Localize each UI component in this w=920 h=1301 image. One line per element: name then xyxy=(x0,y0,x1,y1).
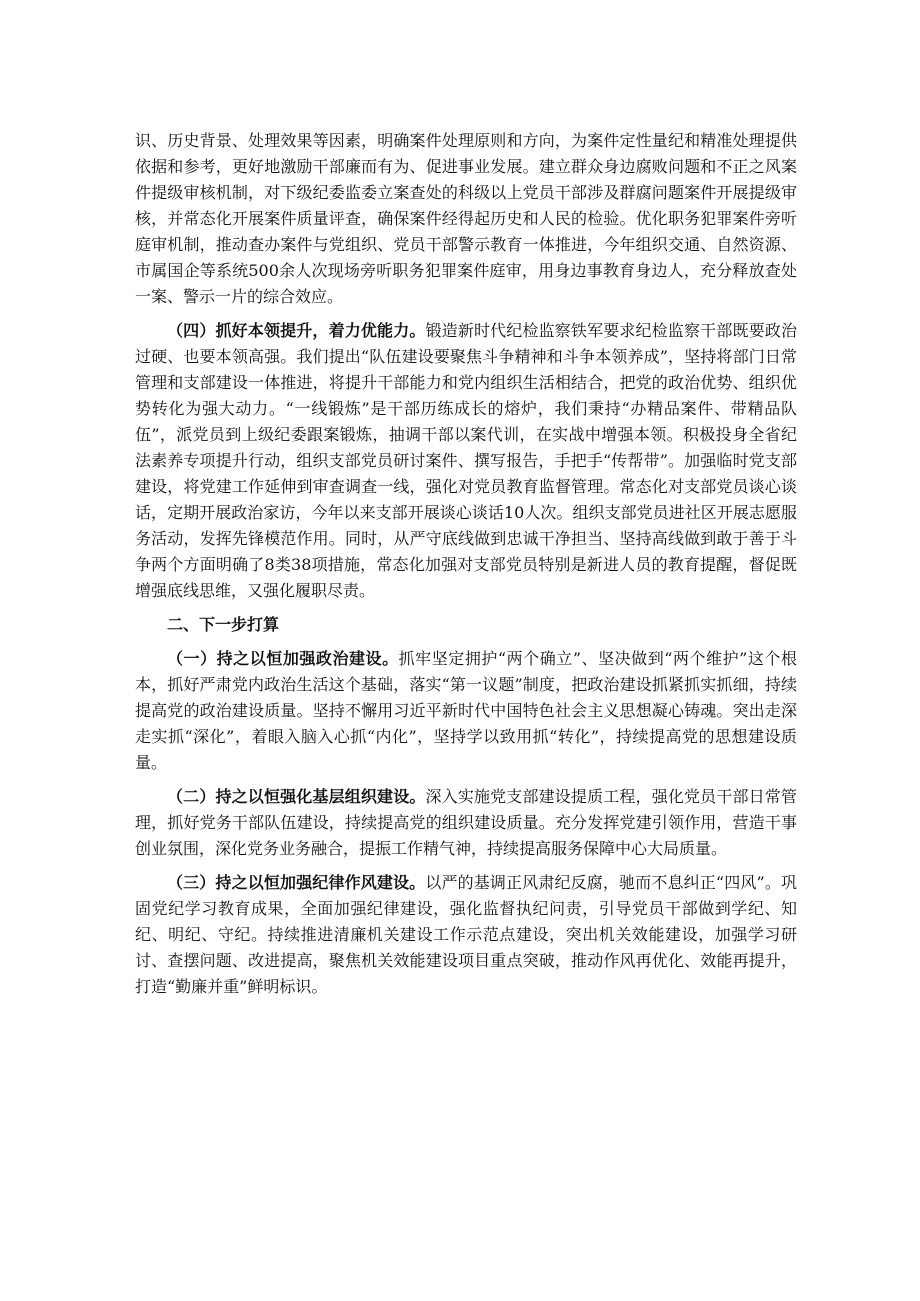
plan-paragraph-discipline xyxy=(135,870,797,1000)
paragraph-lead: （一）持之以恒加强政治建设。 xyxy=(167,649,399,668)
paragraph-lead: （三）持之以恒加强纪律作风建设。 xyxy=(167,873,426,892)
plan-paragraph-organization xyxy=(135,784,797,862)
document-page xyxy=(135,128,797,1008)
paragraph-text: 抓牢坚定拥护“两个确立”、坚决做到“两个维护”这个根本，抓好严肃党内政治生活这个基础，落实“第一议题”制度，把政治建设抓紧抓实抓细，持续提高党的政治建设质量。坚持不懈用习近平新时代中国特色社会主义思想凝心铸魂。突出走深走实抓“深化”，着眼入脑入心抓“内化”，坚持学以致用抓“转化”，持续提高党的思想建设质量。 xyxy=(135,649,797,772)
paragraph-text: 深入实施党支部建设提质工程，强化党员干部日常管理，抓好党务干部队伍建设，持续提高党的组织建设质量。充分发挥党建引领作用，营造干事创业氛围，深化党务业务融合，提振工作精气神，持续提高服务保障中心大局质量。 xyxy=(135,787,797,858)
paragraph-lead: （二）持之以恒强化基层组织建设。 xyxy=(167,787,426,806)
plan-paragraph-political xyxy=(135,646,797,776)
paragraph-text: 识、历史背景、处理效果等因素，明确案件处理原则和方向，为案件定性量纪和精准处理提供依据和参考，更好地激励干部廉而有为、促进事业发展。建立群众身边腐败问题和不正之风案件提级审核机制，对下级纪委监委立案查处的科级以上党员干部涉及群腐问题案件开展提级审核，并常态化开展案件质量评查，确保案件经得起历史和人民的检验。优化职务犯罪案件旁听庭审机制，推动查办案件与党组织、党员干部警示教育一体推进，今年组织交通、自然资源、市属国企等系统500余人次现场旁听职务犯罪案件庭审，用身边事教育身边人，充分释放查处一案、警示一片的综合效应。 xyxy=(135,131,797,306)
paragraph-lead: （四）抓好本领提升，着力优能力。 xyxy=(167,321,426,340)
body-paragraph-continued xyxy=(135,128,797,310)
paragraph-text: 锻造新时代纪检监察铁军要求纪检监察干部既要政治过硬、也要本领高强。我们提出“队伍建设要聚焦斗争精神和斗争本领养成”，坚持将部门日常管理和支部建设一体推进，将提升干部能力和党内组织生活相结合，把党的政治优势、组织优势转化为强大动力。“一线锻炼”是干部历练成长的熔炉，我们秉持“办精品案件、带精品队伍”，派党员到上级纪委跟案锻炼，抽调干部以案代训，在实战中增强本领。积极投身全省纪法素养专项提升行动，组织支部党员研讨案件、撰写报告，手把手“传帮带”。加强临时党支部建设，将党建工作延伸到审查调查一线，强化对党员教育监督管理。常态化对支部党员谈心谈话，定期开展政治家访，今年以来支部开展谈心谈话10人次。组织支部党员进社区开展志愿服务活动，发挥先锋模范作用。同时，从严守底线做到忠诚干净担当、坚持高线做到敢于善于斗争两个方面明确了8类38项措施，常态化加强对支部党员特别是新进人员的教育提醒，督促既增强底线思维，又强化履职尽责。 xyxy=(135,321,797,600)
body-paragraph-skill-improvement xyxy=(135,318,797,604)
section-heading: 二、下一步打算 xyxy=(167,615,280,634)
paragraph-text: 以严的基调正风肃纪反腐，驰而不息纠正“四风”。巩固党纪学习教育成果，全面加强纪律建设，强化监督执纪问责，引导党员干部做到学纪、知纪、明纪、守纪。持续推进清廉机关建设工作示范点建设，突出机关效能建设，加强学习研讨、查摆问题、改进提高，聚焦机关效能建设项目重点突破，推动作风再优化、效能再提升，打造“勤廉并重”鲜明标识。 xyxy=(135,873,797,996)
